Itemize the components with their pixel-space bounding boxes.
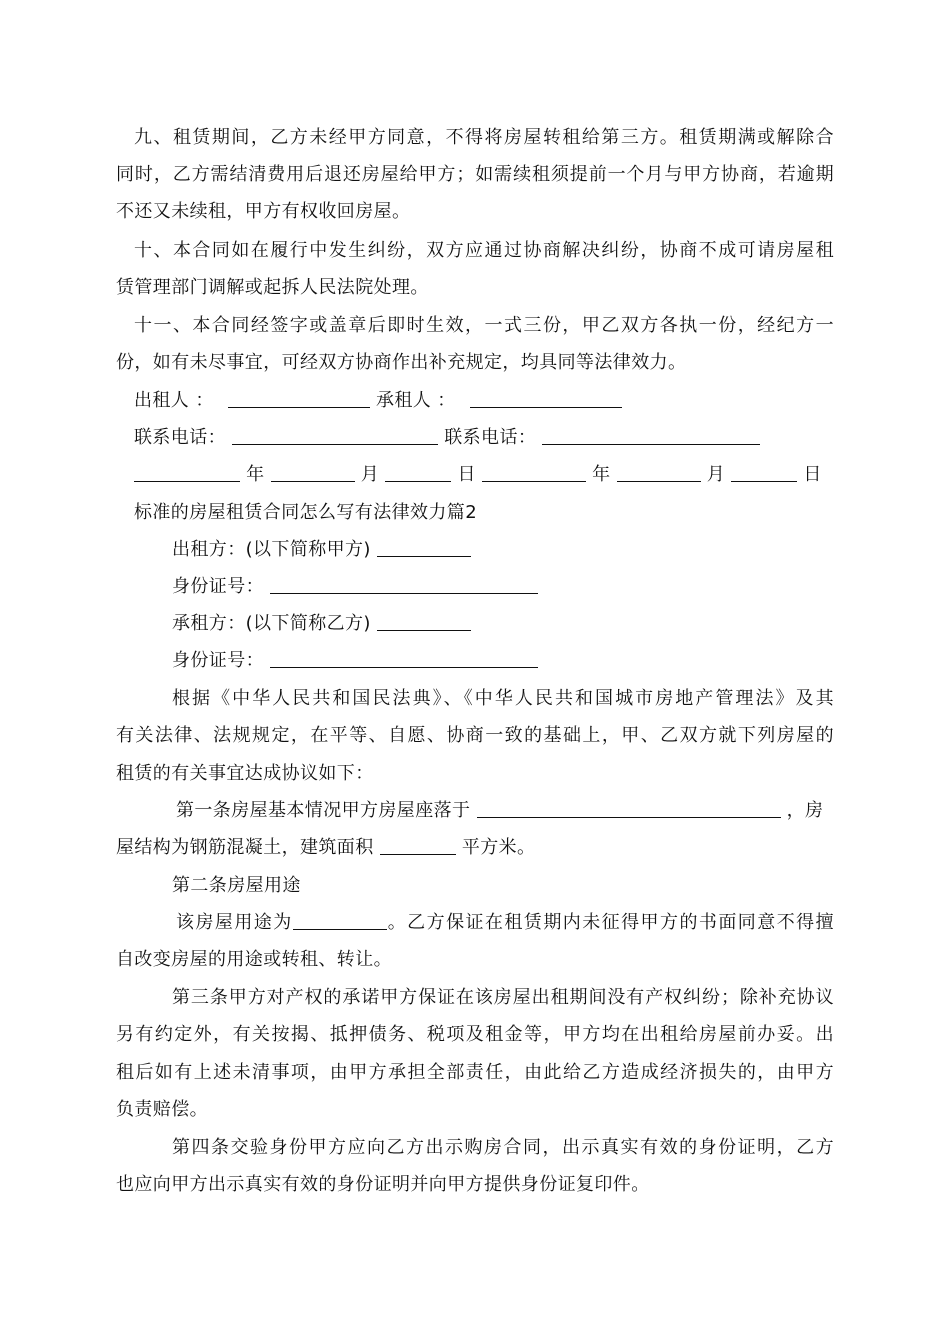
area-blank[interactable] [380,836,456,855]
day-blank-1[interactable] [385,463,451,482]
lessor-id-row [172,575,538,599]
article-2-title: 第二条房屋用途 [172,875,301,896]
article-3-line-1: 第三条甲方对产权的承诺甲方保证在该房屋出租期间没有产权纠纷；除补充协议 [172,987,834,1008]
day-blank-2[interactable] [731,463,797,482]
clause-10-line-1: 十、本合同如在履行中发生纠纷，双方应通过协商解决纠纷，协商不成可请房屋租 [134,240,834,261]
lessee-id-row [172,649,538,673]
phone-label-1: 联系电话： [134,427,226,448]
lessee-field-label: 承租方：(以下简称乙方) [172,613,371,634]
signature-row-dates [134,463,822,487]
signature-row-phones [134,426,760,450]
lessee-label: 承租人 ： [375,390,456,411]
article-3-line-4: 负责赔偿。 [116,1099,208,1120]
phone-blank-2[interactable] [542,426,760,445]
lessor-id-blank[interactable] [270,575,538,594]
article-2-line-1 [176,911,834,935]
article-2-prefix: 该房屋用途为 [176,912,293,933]
month-blank-2[interactable] [617,463,701,482]
lessor-field-row [172,538,471,562]
section-2-title: 标准的房屋租赁合同怎么写有法律效力篇2 [134,502,478,523]
clause-10-line-2: 赁管理部门调解或起拆人民法院处理。 [116,277,429,298]
lessor-field-blank[interactable] [377,538,471,557]
month-label-1: 月 [360,464,380,485]
year-blank-1[interactable] [134,463,240,482]
year-label-2: 年 [592,464,611,485]
year-label-1: 年 [246,464,265,485]
month-label-2: 月 [706,464,726,485]
year-blank-2[interactable] [482,463,586,482]
article-1-area-prefix: 屋结构为钢筋混凝土，建筑面积 [116,837,374,858]
article-1-prefix: 第一条房屋基本情况甲方房屋座落于 [176,800,471,821]
article-1-suffix: ，房 [786,800,824,821]
article-4-line-2: 也应向甲方出示真实有效的身份证明并向甲方提供身份证复印件。 [116,1174,650,1195]
clause-11-line-2: 份，如有未尽事宜，可经双方协商作出补充规定，均具同等法律效力。 [116,352,687,373]
article-3-line-2: 另有约定外，有关按揭、抵押债务、税项及租金等，甲方均在出租给房屋前办妥。出 [116,1024,834,1045]
article-2-line-2: 自改变房屋的用途或转租、转让。 [116,949,392,970]
lessee-id-label: 身份证号： [172,650,264,671]
day-label-1: 日 [457,464,476,485]
lessor-id-label: 身份证号： [172,576,264,597]
usage-blank[interactable] [293,911,387,930]
lessee-id-blank[interactable] [270,649,538,668]
article-3-line-3: 租后如有上述未清事项，由甲方承担全部责任，由此给乙方造成经济损失的，由甲方 [116,1062,834,1083]
intro-line-3: 租赁的有关事宜达成协议如下： [116,763,374,784]
article-2-suffix: 。乙方保证在租赁期内未征得甲方的书面同意不得擅 [386,912,834,933]
article-1-line-2 [116,836,535,860]
lessor-field-label: 出租方：(以下简称甲方) [172,539,371,560]
intro-line-2: 有关法律、法规规定，在平等、自愿、协商一致的基础上，甲、乙双方就下列房屋的 [116,725,834,746]
article-1-line-1 [176,799,823,823]
lessee-blank[interactable] [470,389,622,408]
phone-label-2: 联系电话： [444,427,537,448]
clause-11-line-1: 十一、本合同经签字或盖章后即时生效，一式三份，甲乙双方各执一份，经纪方一 [134,315,834,336]
month-blank-1[interactable] [271,463,355,482]
lessee-field-blank[interactable] [377,612,471,631]
signature-row-parties [134,389,622,413]
lessor-label: 出租人 ： [134,390,214,411]
lessor-blank[interactable] [228,389,370,408]
day-label-2: 日 [803,464,822,485]
clause-9-line-1: 九、租赁期间，乙方未经甲方同意，不得将房屋转租给第三方。租赁期满或解除合 [134,127,834,148]
clause-9-line-2: 同时，乙方需结清费用后退还房屋给甲方；如需续租须提前一个月与甲方协商，若逾期 [116,164,834,185]
article-1-area-suffix: 平方米。 [461,837,536,858]
clause-9-line-3: 不还又未续租，甲方有权收回房屋。 [116,201,411,222]
address-blank[interactable] [477,799,781,818]
lessee-field-row [172,612,471,636]
article-4-line-1: 第四条交验身份甲方应向乙方出示购房合同，出示真实有效的身份证明，乙方 [172,1137,834,1158]
intro-line-1: 根据《中华人民共和国民法典》、《中华人民共和国城市房地产管理法》及其 [172,688,834,709]
phone-blank-1[interactable] [232,426,438,445]
